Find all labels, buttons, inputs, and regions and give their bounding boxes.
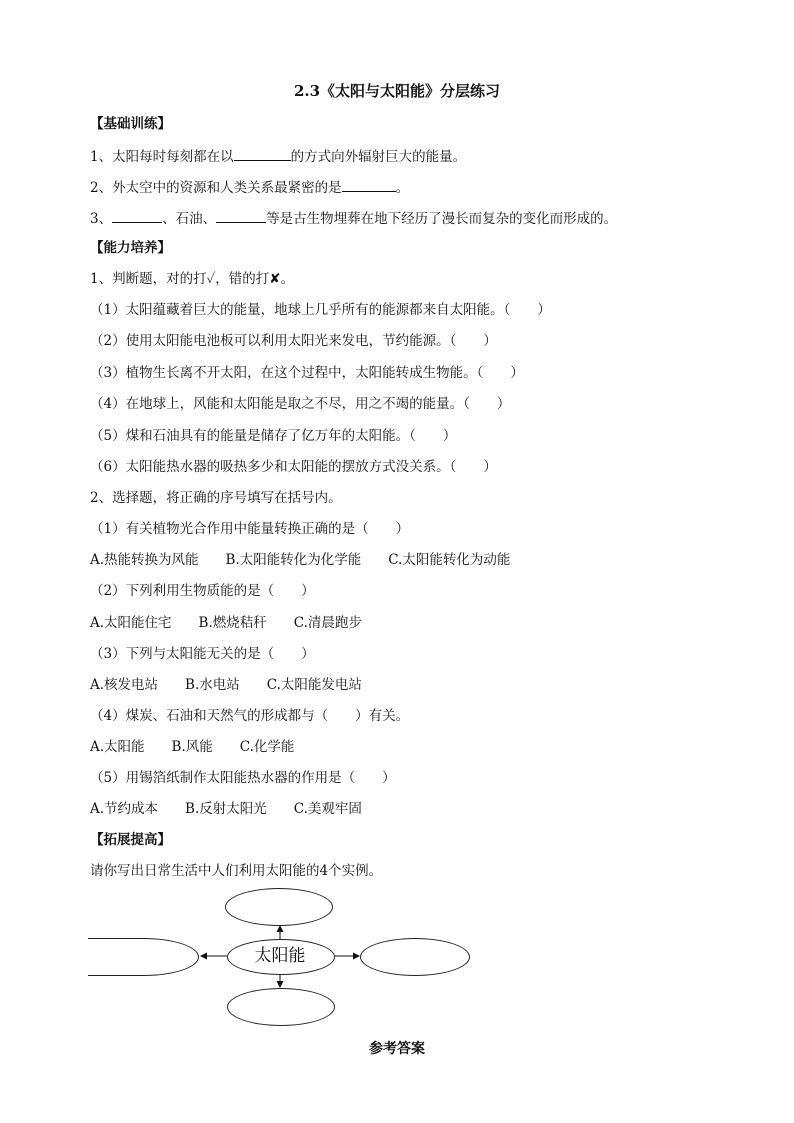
q1-text-after: 的方式向外辐射巨大的能量。 — [290, 149, 467, 165]
judge-item: （1）太阳蕴藏着巨大的能量，地球上几乎所有的能源都来自太阳能。（ ） — [90, 302, 551, 318]
choice-options: A.节约成本 B.反射太阳光 C.美观牢固 — [90, 801, 362, 817]
q2-text-before: 2、外太空中的资源和人类关系最紧密的是 — [90, 180, 342, 196]
judge-item: （4）在地球上，风能和太阳能是取之不尽，用之不竭的能量。（ ） — [90, 396, 511, 412]
choice-question: （3）下列与太阳能无关的是（ ） — [90, 646, 315, 662]
choice-question: （2）下列利用生物质能的是（ ） — [90, 583, 315, 599]
q2-text-after: 。 — [395, 180, 410, 196]
answer-oval-bottom[interactable] — [227, 988, 335, 1026]
answer-oval-left[interactable] — [88, 938, 199, 976]
choice-options: A.太阳能住宅 B.燃烧秸秆 C.清晨跑步 — [90, 615, 362, 631]
judge-item: （3）植物生长离不开太阳，在这个过程中，太阳能转成生物能。（ ） — [90, 365, 524, 381]
section-extend: 【拓展提高】 — [90, 832, 171, 848]
choice-options: A.太阳能 B.风能 C.化学能 — [90, 739, 295, 755]
page-title: 2.3《太阳与太阳能》分层练习 — [293, 82, 501, 100]
judge-item: （5）煤和石油具有的能量是储存了亿万年的太阳能。（ ） — [90, 428, 457, 444]
choice-question: （4）煤炭、石油和天然气的形成都与（ ）有关。 — [90, 708, 410, 724]
q3-text-mid: 、石油、 — [162, 211, 217, 227]
question-basic-2 — [90, 177, 409, 197]
judge-item: （6）太阳能热水器的吸热多少和太阳能的摆放方式没关系。（ ） — [90, 459, 497, 475]
sun-energy-diagram — [88, 886, 472, 1030]
answer-title: 参考答案 — [369, 1041, 425, 1057]
section-ability: 【能力培养】 — [90, 240, 171, 256]
q1-blank[interactable] — [234, 146, 291, 161]
choice-question: （5）用锡箔纸制作太阳能热水器的作用是（ ） — [90, 770, 396, 786]
answer-oval-top[interactable] — [225, 888, 333, 926]
section-basic: 【基础训练】 — [90, 116, 171, 132]
answer-oval-right[interactable] — [360, 938, 470, 976]
judge-heading: 1、判断题，对的打✓，错的打✘。 — [90, 271, 295, 287]
choice-question: （1）有关植物光合作用中能量转换正确的是（ ） — [90, 521, 410, 537]
q1-text-before: 1、太阳每时每刻都在以 — [90, 149, 234, 165]
judge-item: （2）使用太阳能电池板可以利用太阳光来发电，节约能源。（ ） — [90, 333, 497, 349]
choice-heading: 2、选择题，将正确的序号填写在括号内。 — [90, 490, 342, 506]
q3-blank-1[interactable] — [112, 208, 162, 223]
question-basic-1 — [90, 146, 466, 166]
q2-blank[interactable] — [342, 177, 396, 192]
q3-blank-2[interactable] — [216, 208, 266, 223]
q3-text-before: 3、 — [90, 211, 113, 227]
choice-options: A.热能转换为风能 B.太阳能转化为化学能 C.太阳能转化为动能 — [90, 552, 511, 568]
choice-options: A.核发电站 B.水电站 C.太阳能发电站 — [90, 677, 362, 693]
extend-prompt: 请你写出日常生活中人们利用太阳能的4个实例。 — [90, 863, 383, 879]
q3-text-after: 等是古生物埋葬在地下经历了漫长而复杂的变化而形成的。 — [266, 211, 618, 227]
question-basic-3 — [90, 208, 617, 228]
center-label: 太阳能 — [254, 946, 306, 966]
